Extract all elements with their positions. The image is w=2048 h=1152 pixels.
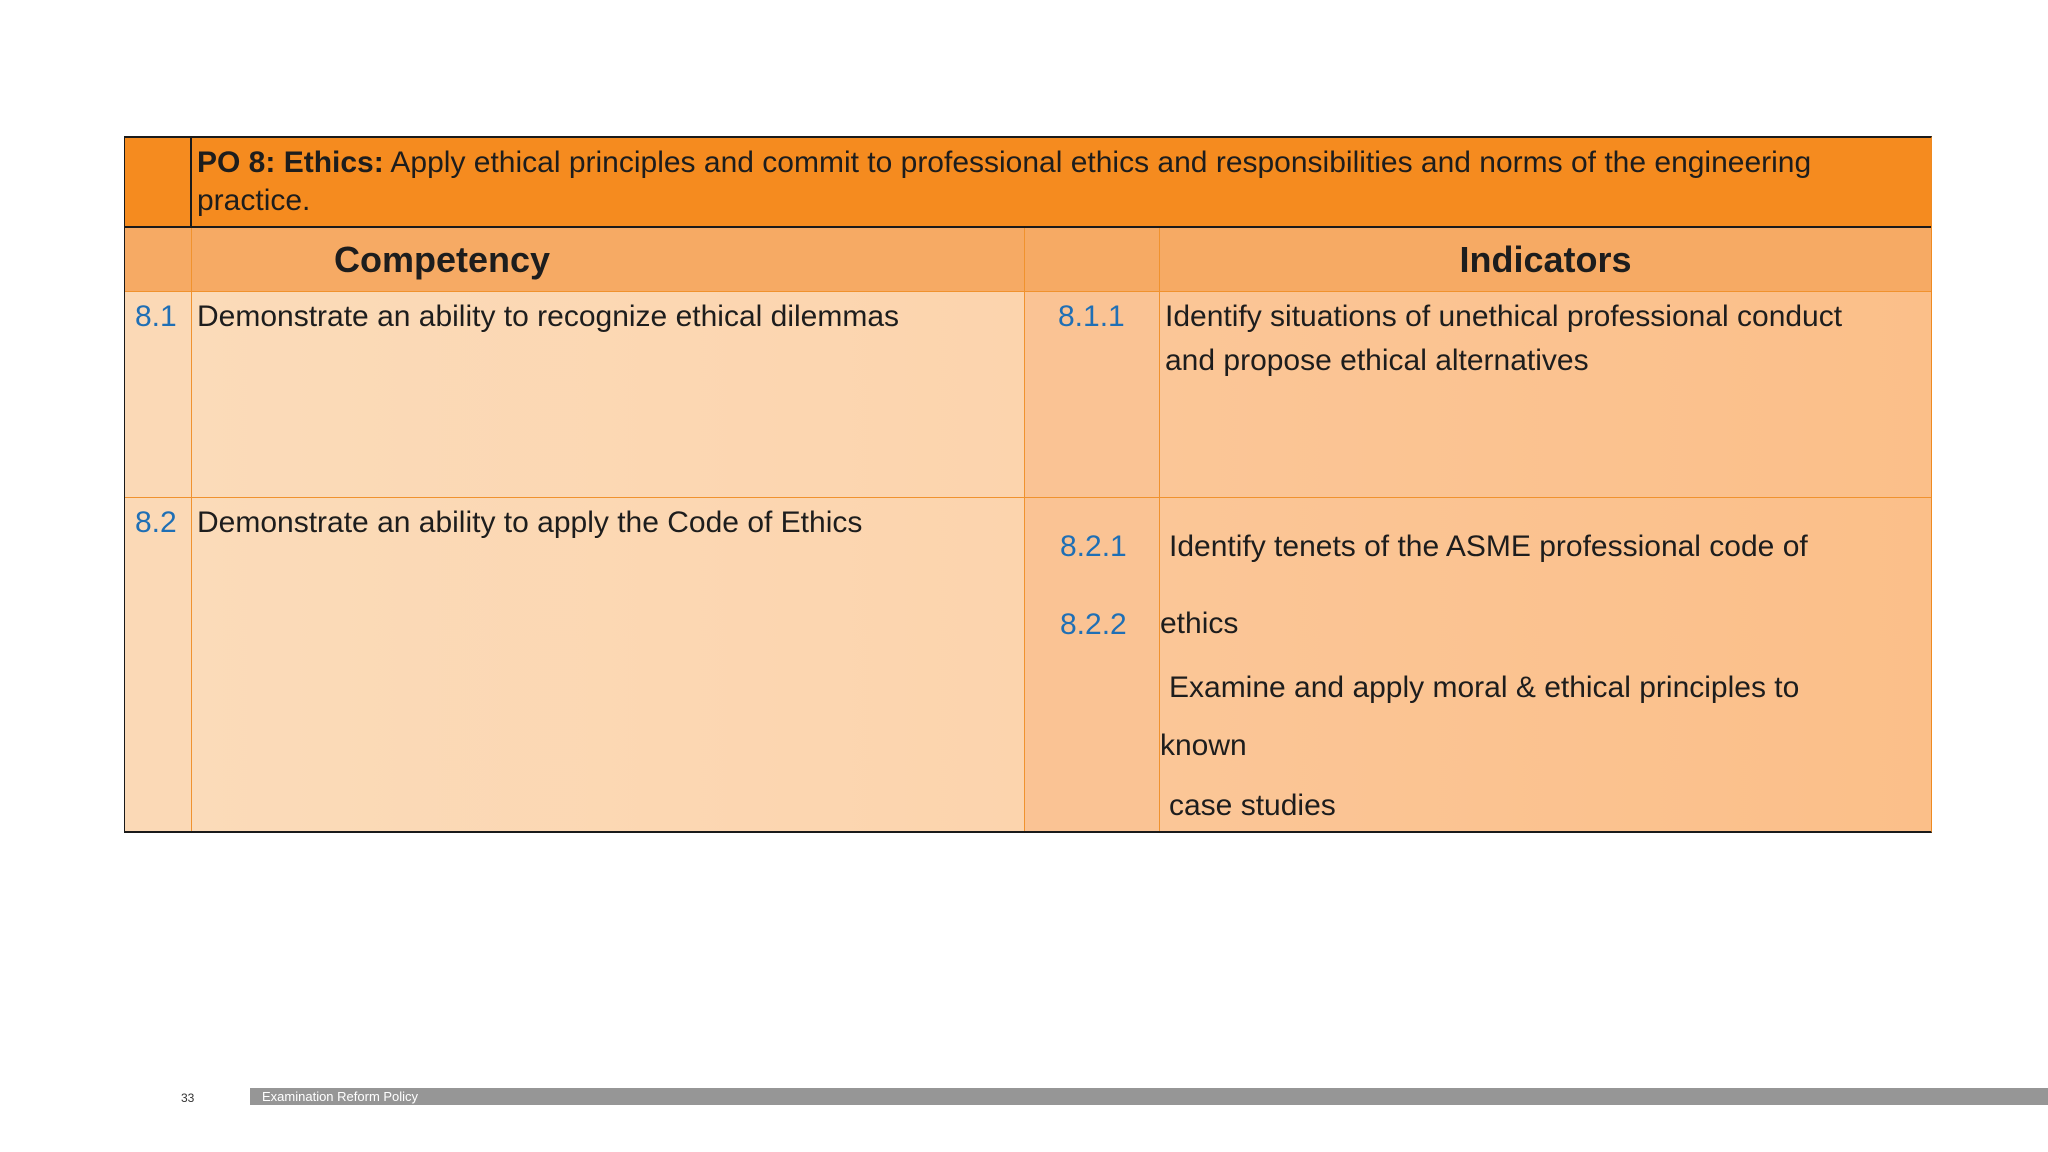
row-8-2-number-cell [125, 498, 192, 831]
indicator-text-line: ethics [1160, 607, 1239, 640]
table-header-text [197, 144, 1927, 220]
indicator-text-line: and propose ethical alternatives [1165, 344, 1589, 377]
column-header-indicators [1160, 228, 1931, 292]
po-label: PO 8: Ethics: [197, 146, 384, 179]
competency-text: Demonstrate an ability to recognize ethical dilemmas [197, 300, 899, 333]
indicator-text-line: Identify tenets of the ASME professional code of [1169, 530, 1808, 563]
column-header-stub [125, 228, 192, 292]
indicator-number: 8.2.1 [1060, 530, 1127, 563]
table-header-stub [125, 138, 192, 228]
row-8-1-indicator-number-cell [1025, 292, 1160, 498]
footer-title: Examination Reform Policy [262, 1089, 419, 1104]
row-8-2-indicator-cell [1160, 498, 1931, 831]
competency-text: Demonstrate an ability to apply the Code of Ethics [197, 506, 863, 539]
competency-number: 8.1 [135, 300, 177, 333]
indicator-number: 8.1.1 [1058, 300, 1125, 333]
indicators-heading: Indicators [1459, 239, 1632, 280]
indicator-text-line: Identify situations of unethical professional conduct [1165, 300, 1843, 333]
competency-number: 8.2 [135, 506, 177, 539]
row-8-2-competency-cell [192, 498, 1025, 831]
indicator-text-line: Examine and apply moral & ethical principles to [1169, 671, 1800, 704]
row-8-2-indicator-number-cell [1025, 498, 1160, 831]
row-8-1-number-cell [125, 292, 192, 498]
row-8-1-competency-cell [192, 292, 1025, 498]
competency-heading: Competency [333, 239, 551, 280]
indicator-number: 8.2.2 [1060, 608, 1127, 641]
po-competency-table [124, 136, 1932, 833]
footer-bar [250, 1088, 2048, 1105]
indicator-text-line: known [1160, 729, 1247, 762]
indicator-text-line: case studies [1169, 789, 1336, 822]
po-description: Apply ethical principles and commit to professional ethics and responsibilities and norms of the engineering practice. [197, 146, 1812, 217]
column-header-indicator-number [1025, 228, 1160, 292]
row-8-1-indicator-cell [1160, 292, 1931, 498]
page-number: 33 [181, 1091, 195, 1105]
column-header-competency [192, 228, 1025, 292]
